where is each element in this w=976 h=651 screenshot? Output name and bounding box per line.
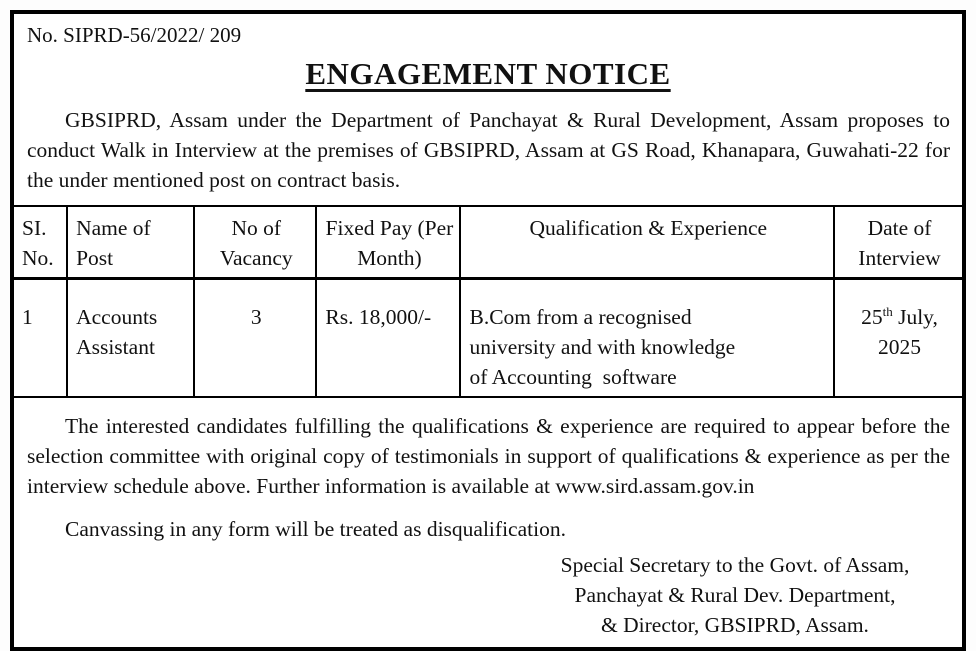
qualification-line: B.Com from a recognised (469, 305, 692, 329)
interview-date-rest: July, 2025 (878, 305, 938, 359)
header-fixed-pay: Fixed Pay (Per Month) (316, 206, 460, 279)
table-header-row (14, 206, 962, 279)
intro-paragraph: GBSIPRD, Assam under the Department of Panchayat & Rural Development, Assam proposes to conduct Walk in Interview at the premises of GBSIPRD, Assam at GS Road, Khanapara, Guwahati-22 for the under mentioned post on contract basis. (27, 108, 950, 192)
signature-line: & Director, GBSIPRD, Assam. (601, 613, 869, 637)
header-sl-no: SI. No. (14, 206, 67, 279)
cell-vacancy: 3 (194, 279, 316, 398)
cell-qualification (460, 279, 834, 398)
vacancy-table (14, 205, 962, 398)
header-no-of-vacancy: No of Vacancy (194, 206, 316, 279)
cell-interview-date (834, 279, 962, 398)
interview-date-day: 25 (861, 305, 883, 329)
header-qualification-experience: Qualification & Experience (460, 206, 834, 279)
cell-post: Accounts Assistant (67, 279, 194, 398)
signature-line: Panchayat & Rural Dev. Department, (574, 583, 896, 607)
notice-border-frame (10, 10, 966, 651)
reference-number: No. SIPRD-56/2022/ 209 (27, 23, 242, 47)
cell-fixed-pay: Rs. 18,000/- (316, 279, 460, 398)
qualification-line: university and with knowledge (469, 335, 736, 359)
signature-block (514, 550, 956, 640)
appear-paragraph: The interested candidates fulfilling the qualifications & experience are required to appear before the selection committee with original copy of testimonials in support of qualifications & experience as per the interview schedule above. Further information is available at www.sird.assam.gov.in (27, 414, 950, 498)
page-title: ENGAGEMENT NOTICE (305, 56, 671, 91)
table-row (14, 279, 962, 398)
interview-date-ordinal: th (882, 303, 893, 319)
signature-line: Special Secretary to the Govt. of Assam, (560, 553, 910, 577)
cell-sl-no: 1 (14, 279, 67, 398)
canvassing-paragraph: Canvassing in any form will be treated as disqualification. (65, 517, 566, 541)
header-date-of-interview: Date of Interview (834, 206, 962, 279)
qualification-line: of Accounting software (469, 365, 677, 389)
header-name-of-post: Name of Post (67, 206, 194, 279)
